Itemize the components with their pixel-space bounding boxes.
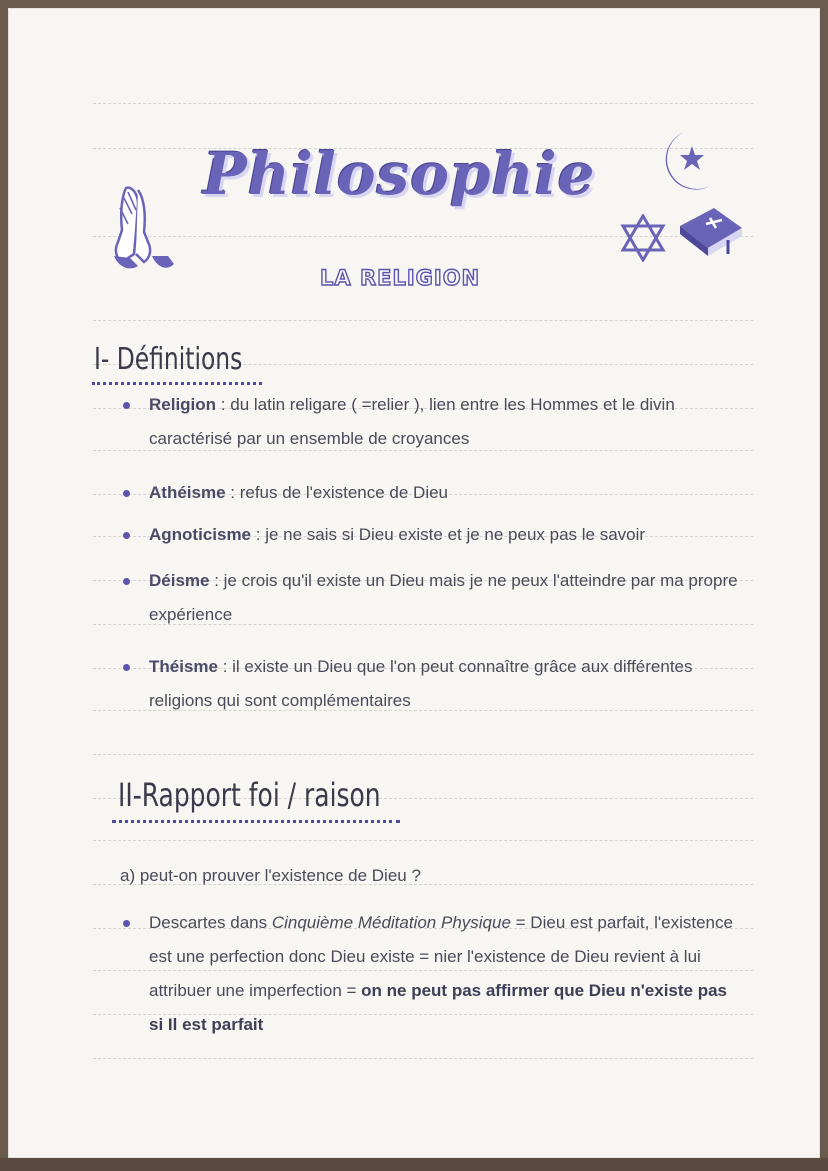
subsection-heading: a) peut-on prouver l'existence de Dieu ?: [120, 866, 421, 885]
section-heading-definitions: I- Définitions: [94, 342, 243, 377]
bullet-icon: [123, 920, 130, 927]
heading-underline: [112, 820, 400, 823]
term-label: Athéisme: [149, 483, 226, 502]
term-label: Agnoticisme: [149, 525, 252, 544]
notebook-page: [8, 8, 820, 1158]
ruled-line: [93, 1058, 753, 1059]
list-item: [123, 650, 753, 718]
list-item: [123, 388, 753, 456]
ruled-line: [93, 754, 753, 755]
praying-hands-icon: [108, 184, 180, 280]
term-separator: :: [217, 657, 233, 676]
ruled-line: [93, 320, 753, 321]
conclusion-text: on ne peut pas affirmer que Dieu n'existe pas si Il est parfait: [149, 981, 728, 1034]
definition-text: il existe un Dieu que l'on peut connaître grâce aux différentes religions qui sont complémentaires: [149, 657, 693, 710]
page-subtitle: LA RELIGION: [320, 266, 481, 290]
bible-icon: [672, 204, 748, 262]
section-heading-foi-raison: II-Rapport foi / raison: [118, 776, 381, 814]
item-prefix: Descartes dans: [149, 913, 272, 932]
list-item: [123, 518, 753, 552]
definition-text: je crois qu'il existe un Dieu mais je ne peux l'atteindre par ma propre expérience: [149, 571, 738, 624]
list-item: [123, 906, 743, 1042]
argument-text: = Dieu est parfait, l'existence est une perfection donc Dieu existe = nier l'existence de Dieu revient à lui attribuer une imperfection =: [149, 913, 733, 1000]
bullet-icon: [123, 490, 130, 497]
term-separator: :: [251, 525, 266, 544]
term-label: Déisme: [149, 571, 210, 590]
term-separator: :: [225, 483, 240, 502]
term-separator: :: [216, 395, 231, 414]
page-title: Philosophie: [203, 140, 596, 208]
page-bottom-edge: [0, 1158, 828, 1171]
ruled-line: [93, 840, 753, 841]
list-item: [123, 564, 753, 632]
term-label: Théisme: [149, 657, 218, 676]
definition-text: du latin religare ( =relier ), lien entre les Hommes et le divin caractérisé par un ensemble de croyances: [149, 395, 675, 448]
term-label: Religion: [149, 395, 217, 414]
bullet-icon: [123, 532, 130, 539]
term-separator: :: [209, 571, 224, 590]
definition-text: refus de l'existence de Dieu: [239, 483, 449, 502]
list-item: [123, 476, 753, 510]
bullet-icon: [123, 578, 130, 585]
bullet-icon: [123, 664, 130, 671]
crescent-star-icon: [640, 124, 720, 204]
work-title: Cinquième Méditation Physique: [271, 913, 511, 932]
heading-underline: [92, 382, 262, 385]
bullet-icon: [123, 402, 130, 409]
definition-text: je ne sais si Dieu existe et je ne peux pas le savoir: [265, 525, 646, 544]
ruled-line: [93, 103, 753, 104]
star-of-david-icon: [620, 214, 666, 262]
